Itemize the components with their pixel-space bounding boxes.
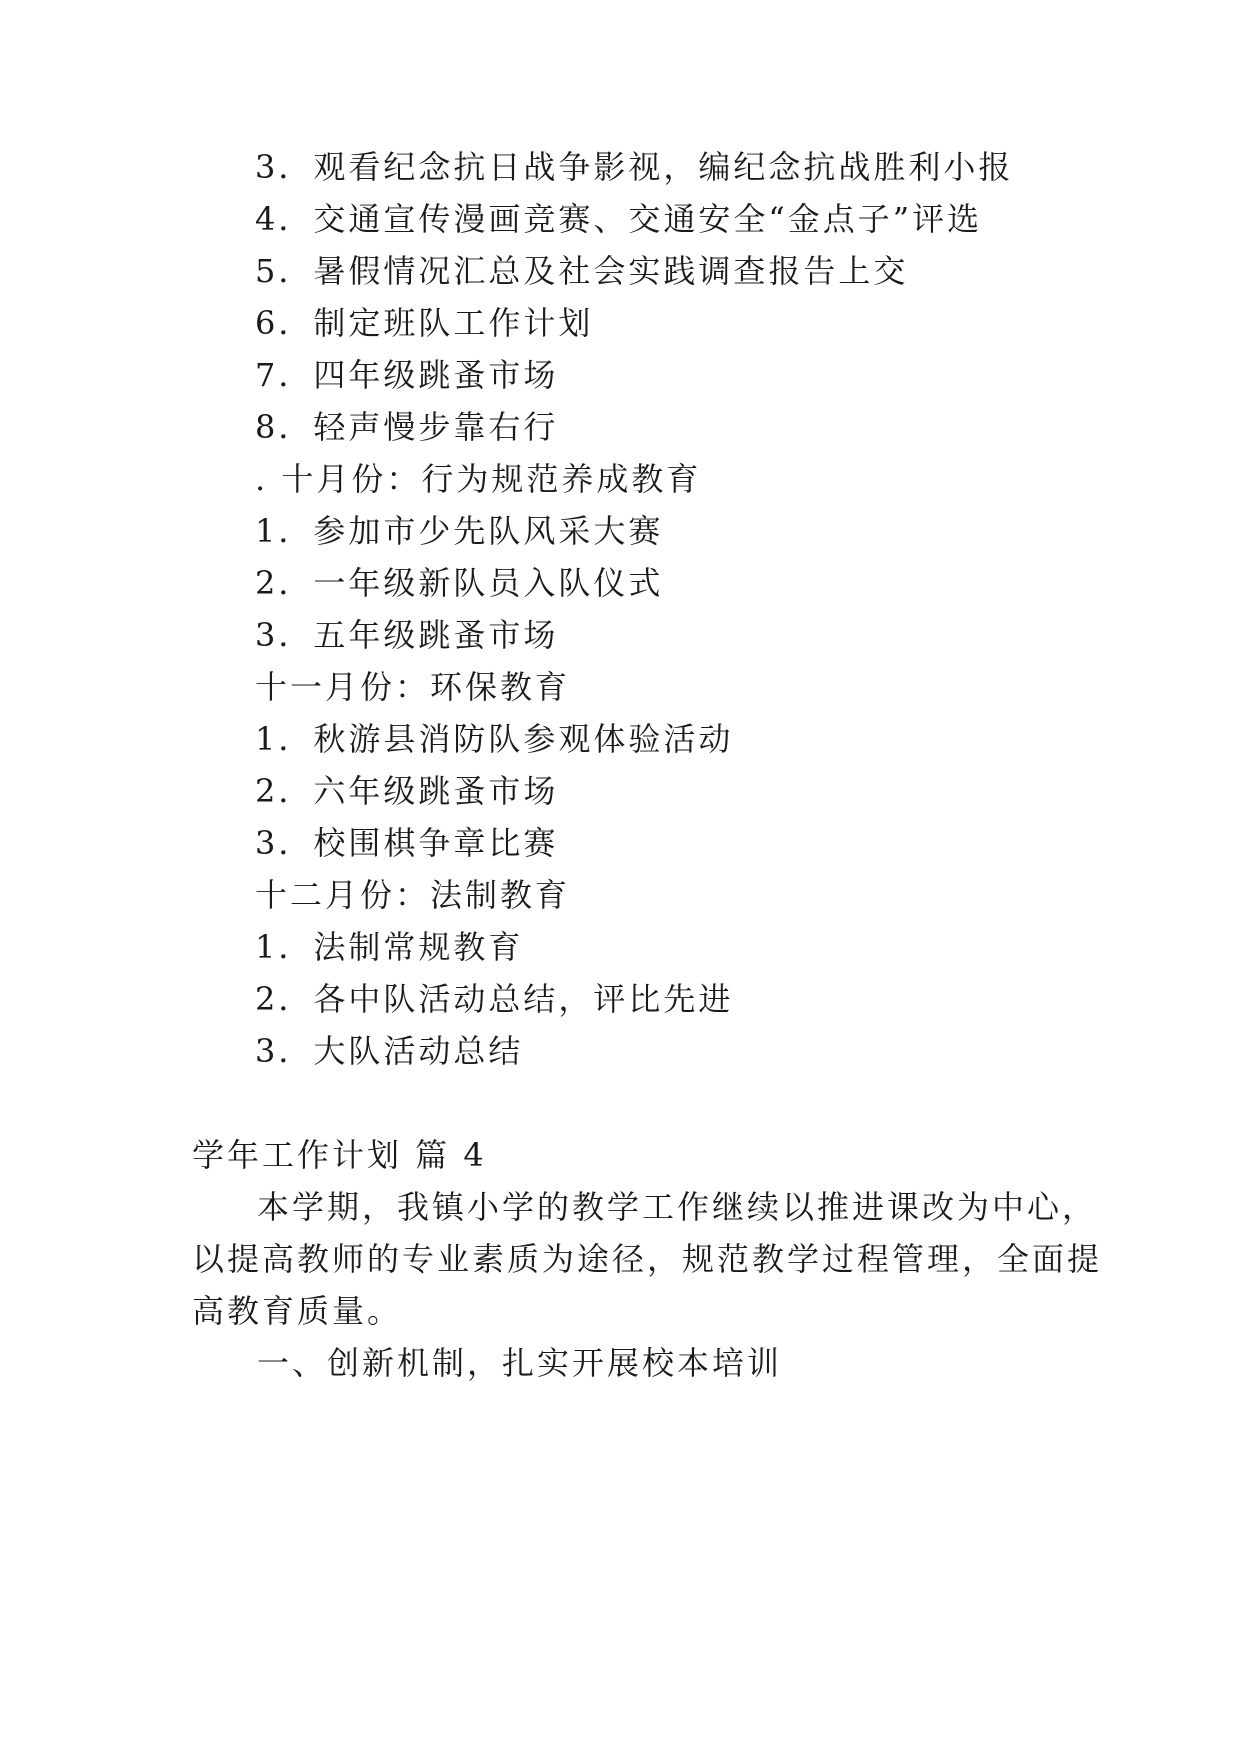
list-item: 7．四年级跳蚤市场 (255, 356, 559, 394)
month-heading: 十二月份：法制教育 (255, 876, 571, 914)
list-item: 3．大队活动总结 (255, 1032, 524, 1070)
list-item: 1．法制常规教育 (255, 928, 524, 966)
list-item: 3．五年级跳蚤市场 (255, 616, 559, 654)
paragraph-line: 高教育质量。 (192, 1292, 403, 1330)
list-item: 4．交通宣传漫画竞赛、交通安全“金点子”评选 (255, 200, 983, 238)
list-item: 3．校围棋争章比赛 (255, 824, 559, 862)
list-item: 1．参加市少先队风采大赛 (255, 512, 664, 550)
paragraph-line: 本学期，我镇小学的教学工作继续以推进课改为中心， (257, 1188, 1098, 1226)
list-item: 6．制定班队工作计划 (255, 304, 594, 342)
month-heading: . 十月份：行为规范养成教育 (255, 460, 702, 498)
list-item: 8．轻声慢步靠右行 (255, 408, 559, 446)
list-item: 1．秋游县消防队参观体验活动 (255, 720, 734, 758)
list-item: 5．暑假情况汇总及社会实践调查报告上交 (255, 252, 909, 290)
list-item: 2．一年级新队员入队仪式 (255, 564, 664, 602)
month-heading: 十一月份：环保教育 (255, 668, 571, 706)
subheading: 一、创新机制，扎实开展校本培训 (257, 1344, 783, 1382)
section-heading: 学年工作计划 篇 4 (192, 1136, 487, 1174)
list-item: 2．各中队活动总结，评比先进 (255, 980, 734, 1018)
list-item: 3．观看纪念抗日战争影视，编纪念抗战胜利小报 (255, 148, 1014, 186)
paragraph-line: 以提高教师的专业素质为途径，规范教学过程管理，全面提 (192, 1240, 1103, 1278)
list-item: 2．六年级跳蚤市场 (255, 772, 559, 810)
